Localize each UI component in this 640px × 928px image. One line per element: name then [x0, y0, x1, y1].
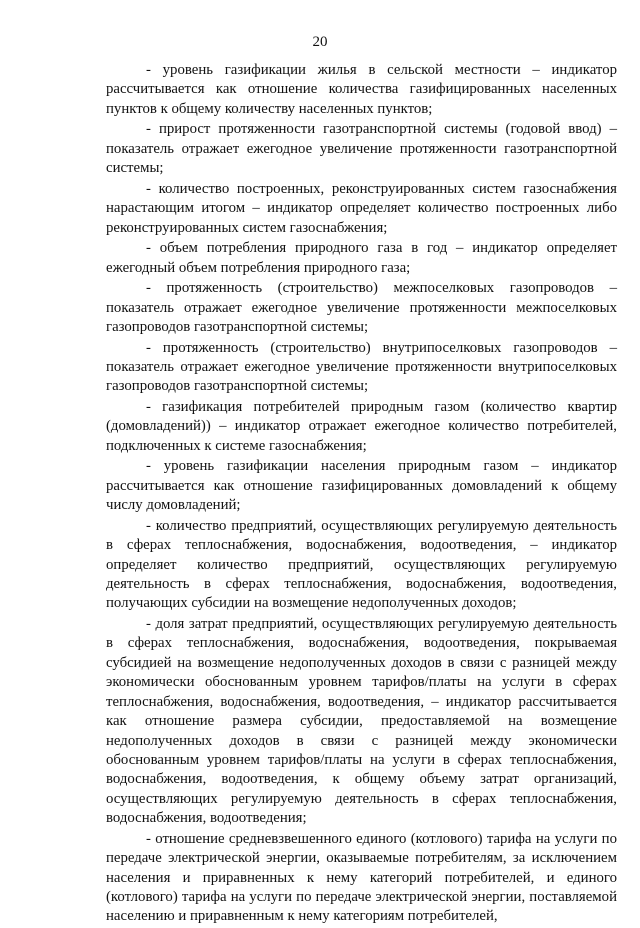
indicator-paragraph-subsidy-cost-share: - доля затрат предприятий, осуществляющих регулируемую деятельность в сферах теплоснабжения, водоснабжения, водоотведения, покрываемая субсидией на возмещение недополученных доходов в связи с разницей между экономически обоснованным уровнем тарифов/платы на услуги в сферах теплоснабжения, водоснабжения, водоотведения, – индикатор рассчитывается как отношение размера субсидии, предоставляемой на возмещение недополученных доходов в связи с разницей между экономически обоснованным уровнем тарифов/платы на услуги в сферах теплоснабжения, водоснабжения, водоотведения, к общему объему затрат организаций, осуществляющих регулируемую деятельность в сферах теплоснабжения, водоснабжения, водоотведения;	[106, 616, 617, 827]
indicator-paragraph-subsidized-enterprises-count: - количество предприятий, осуществляющих регулируемую деятельность в сферах теплоснабжения, водоснабжения, водоотведения, – индикатор определяет количество предприятий, осуществляющих регулируемую деятельность в сферах теплоснабжения, водоснабжения, водоотведения, получающих субсидии на возмещение недополученных доходов;	[106, 517, 617, 612]
indicator-paragraph-intrasettlement-pipelines: - протяженность (строительство) внутрипоселковых газопроводов – показатель отражает ежегодное увеличение протяженности внутрипоселковых газопроводов газотранспортной системы;	[106, 339, 617, 395]
page-number: 20	[312, 34, 328, 50]
indicator-paragraph-tariff-ratio: - отношение средневзвешенного единого (котлового) тарифа на услуги по передаче электрической энергии, оказываемые потребителям, за исключением населения и приравненных к нему категорий потребителей, и единого (котлового) тарифа на услуги по передаче электрической энергии, поставляемой населению и приравненным к нему категориям потребителей,	[106, 830, 617, 925]
indicator-paragraph-population-gasification-level: - уровень газификации населения природным газом – индикатор рассчитывается как отношение газифицированных домовладений к общему числу домовладений;	[106, 458, 617, 514]
document-body	[106, 61, 617, 928]
indicator-paragraph-intersettlement-pipelines: - протяженность (строительство) межпоселковых газопроводов – показатель отражает ежегодное увеличение протяженности межпоселковых газопроводов газотранспортной системы;	[106, 280, 617, 336]
indicator-paragraph-rural-gasification-level: - уровень газификации жилья в сельской местности – индикатор рассчитывается как отношение количества газифицированных населенных пунктов к общему количеству населенных пунктов;	[106, 62, 617, 117]
indicator-paragraph-gas-system-growth: - прирост протяженности газотранспортной системы (годовой ввод) – показатель отражает ежегодное увеличение протяженности газотранспортной системы;	[106, 121, 617, 177]
indicator-paragraph-consumer-gasification: - газификация потребителей природным газом (количество квартир (домовладений)) – индикатор отражает ежегодное количество потребителей, подключенных к системе газоснабжения;	[106, 399, 617, 454]
indicator-paragraph-gas-consumption: - объем потребления природного газа в год – индикатор определяет ежегодный объем потребления природного газа;	[106, 240, 617, 276]
indicator-paragraph-built-systems-count: - количество построенных, реконструированных систем газоснабжения нарастающим итогом – индикатор определяет количество построенных либо реконструированных систем газоснабжения;	[106, 180, 617, 236]
